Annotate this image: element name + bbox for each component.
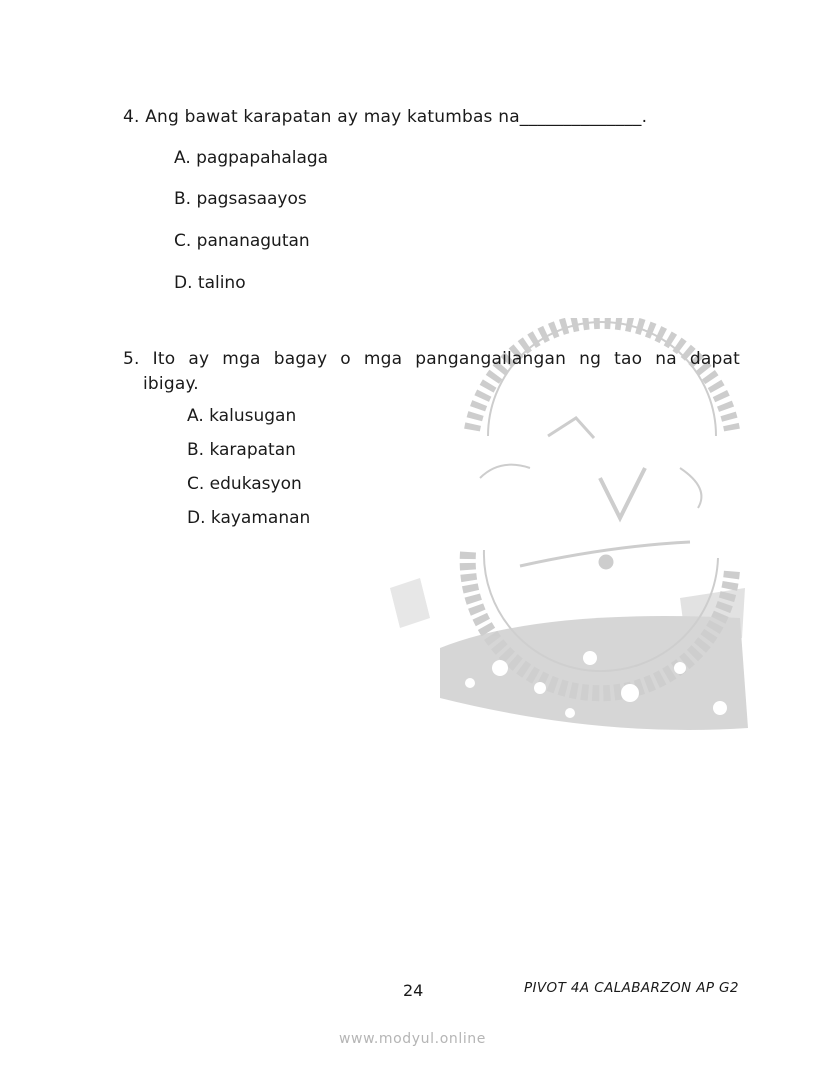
question-4-stem: 4. Ang bawat karapatan ay may katumbas na______________.: [123, 107, 648, 127]
site-watermark-text: www.modyul.online: [338, 1031, 486, 1047]
module-code: PIVOT 4A CALABARZON AP G2: [524, 980, 739, 996]
question-5-stem: [123, 347, 740, 397]
question-5-option-b: B. karapatan: [187, 440, 296, 460]
question-4-option-a: A. pagpapahalaga: [174, 148, 329, 168]
question-5-stem-line-2: ibigay.: [143, 374, 199, 394]
question-4-option-b: B. pagsasaayos: [174, 189, 307, 209]
question-5-option-c: C. edukasyon: [187, 474, 302, 494]
page-number: 24: [403, 981, 424, 1000]
question-5-option-a: A. kalusugan: [187, 406, 297, 426]
question-4-option-c: C. pananagutan: [174, 231, 310, 251]
question-5-option-d: D. kayamanan: [187, 508, 311, 528]
question-5-stem-line-1: 5. Ito ay mga bagay o mga pangangailangan ng tao na dapat: [123, 349, 740, 369]
question-4-option-d: D. talino: [174, 273, 246, 293]
